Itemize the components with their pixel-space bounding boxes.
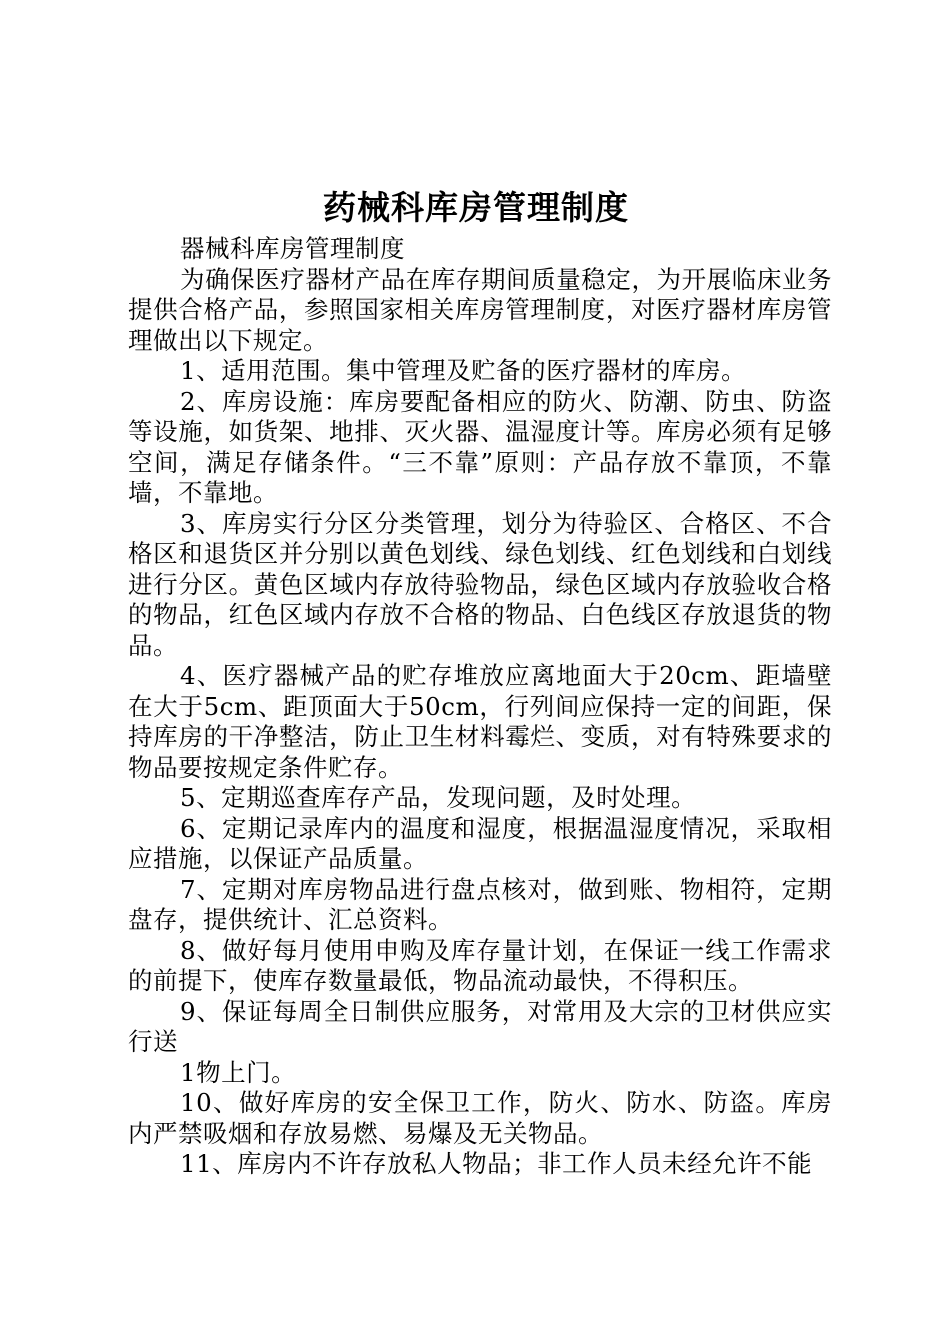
document-page — [128, 180, 832, 1180]
paragraph-item-5: 5、定期巡查库存产品，发现问题，及时处理。 — [180, 783, 697, 812]
paragraph-item-6: 6、定期记录库内的温度和湿度，根据温湿度情况，采取相应措施，以保证产品质量。 — [128, 813, 832, 873]
paragraph-item-2: 2、库房设施：库房要配备相应的防火、防潮、防虫、防盗等设施，如货架、地排、灭火器、温湿度计等。库房必须有足够空间，满足存储条件。“三不靠”原则：产品存放不靠顶，不靠墙，不靠地。 — [128, 386, 832, 507]
paragraph-item-3: 3、库房实行分区分类管理，划分为待验区、合格区、不合格区和退货区并分别以黄色划线、绿色划线、红色划线和白划线进行分区。黄色区域内存放待验物品，绿色区域内存放验收合格的物品，红色区域内存放不合格的物品、白色线区存放退货的物品。 — [128, 508, 832, 660]
paragraph-item-7: 7、定期对库房物品进行盘点核对，做到账、物相符，定期盘存，提供统计、汇总资料。 — [128, 874, 832, 934]
paragraph-item-9-continued: 1物上门。 — [180, 1057, 297, 1087]
paragraph-item-8: 8、做好每月使用申购及库存量计划，在保证一线工作需求的前提下，使库存数量最低，物品流动最快，不得积压。 — [128, 935, 832, 995]
paragraph-item-1: 1、适用范围。集中管理及贮备的医疗器材的库房。 — [180, 356, 747, 385]
paragraph-item-4: 4、医疗器械产品的贮存堆放应离地面大于20cm、距墙壁在大于5cm、距顶面大于50cm，行列间应保持一定的间距，保持库房的干净整洁，防止卫生材料霉烂、变质，对有特殊要求的物品要按规定条件贮存。 — [128, 661, 832, 782]
document-subtitle: 器械科库房管理制度 — [180, 234, 405, 263]
paragraph-item-10: 10、做好库房的安全保卫工作，防火、防水、防盗。库房内严禁吸烟和存放易燃、易爆及无关物品。 — [128, 1088, 832, 1148]
paragraph-item-11: 11、库房内不许存放私人物品；非工作人员未经允许不能 — [180, 1149, 813, 1178]
paragraph-item-9: 9、保证每周全日制供应服务，对常用及大宗的卫材供应实行送 — [128, 996, 832, 1056]
document-title: 药械科库房管理制度 — [323, 188, 629, 227]
paragraph-intro: 为确保医疗器材产品在库存期间质量稳定，为开展临床业务提供合格产品，参照国家相关库房管理制度，对医疗器材库房管理做出以下规定。 — [128, 264, 832, 355]
